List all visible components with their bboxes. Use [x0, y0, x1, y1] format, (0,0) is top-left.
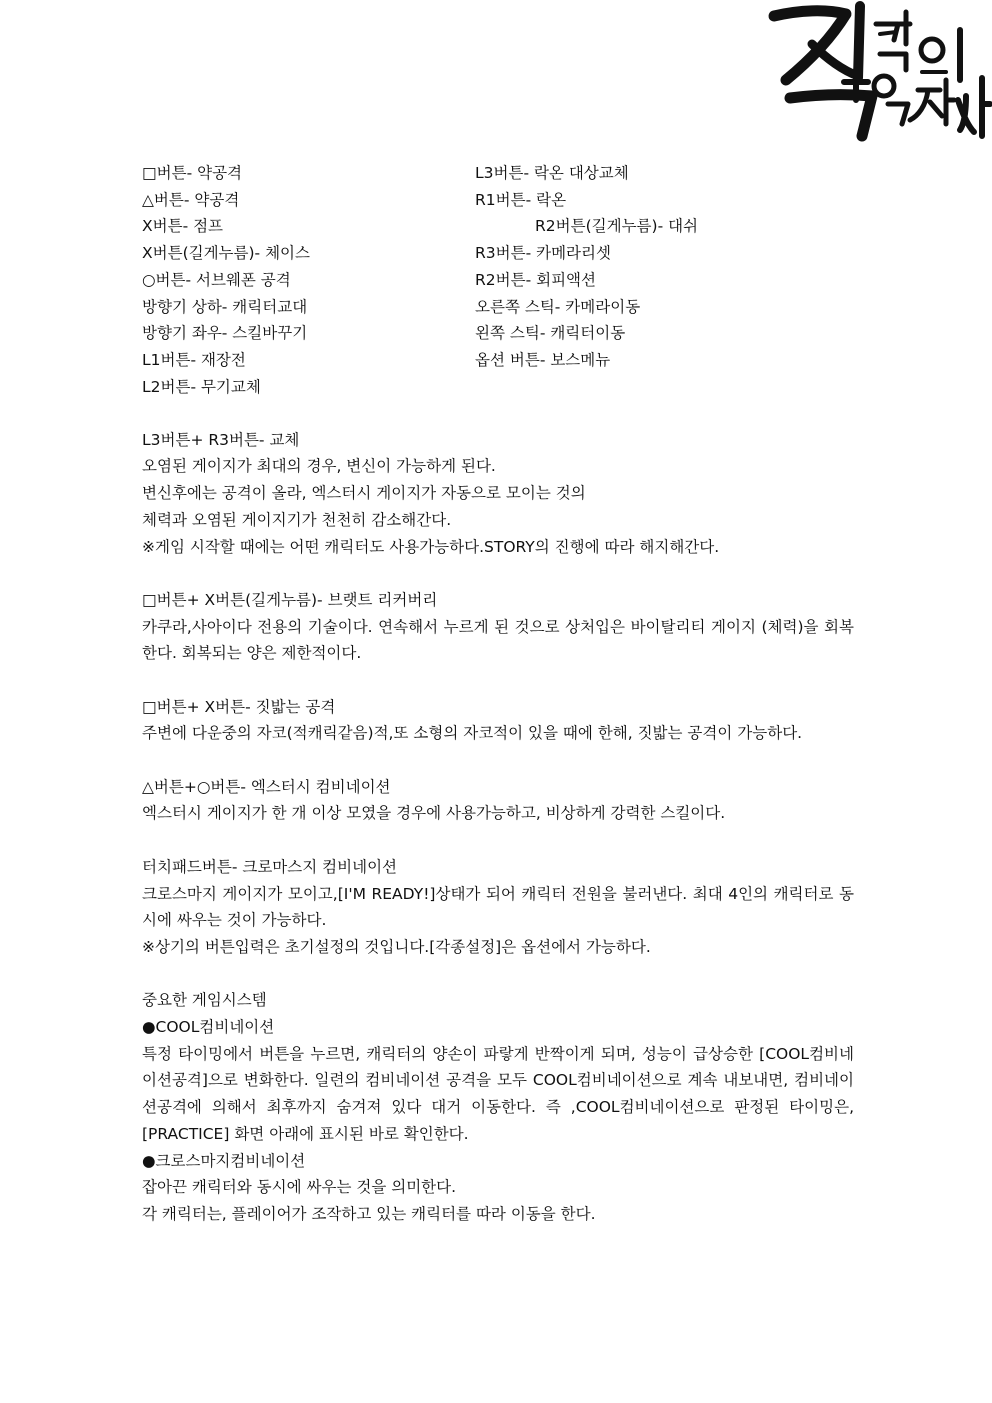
control-line: 옵션 버튼- 보스메뉴: [475, 350, 611, 369]
control-line: L1버튼- 재장전: [142, 350, 246, 369]
paragraph-line: 오염된 게이지가 최대의 경우, 변신이 가능하게 된다.: [142, 457, 496, 476]
control-line: R1버튼- 락온: [475, 190, 567, 209]
paragraph-line: 각 캐릭터는, 플레이어가 조작하고 있는 캐릭터를 따라 이동을 한다.: [142, 1205, 596, 1223]
control-line: □버튼- 약공격: [142, 164, 243, 182]
paragraph-note: ※상기의 버튼입력은 초기설정의 것입니다.[각종설정]은 옵션에서 가능하다.: [142, 937, 651, 956]
section-title: □버튼+ X버튼- 짓밟는 공격: [142, 697, 336, 716]
section-stomp-attack: [142, 694, 854, 747]
section-touchpad: [142, 854, 854, 961]
section-ecstasy-combination: [142, 774, 854, 827]
control-line: 방향기 좌우- 스킬바꾸기: [142, 324, 308, 343]
control-line: R3버튼- 카메라리셋: [475, 244, 611, 263]
paragraph-line: 잡아끈 캐릭터와 동시에 싸우는 것을 의미한다.: [142, 1178, 457, 1197]
control-line: △버튼- 약공격: [142, 190, 240, 209]
control-line: X버튼(길게누름)- 체이스: [142, 244, 310, 263]
paragraph-line: 변신후에는 공격이 올라, 엑스터시 게이지가 자동으로 모이는 것의: [142, 484, 586, 503]
paragraph: 엑스터시 게이지가 한 개 이상 모였을 경우에 사용가능하고, 비상하게 강력한 스킬이다.: [142, 804, 726, 823]
paragraph-line: 체력과 오염된 게이지기가 천천히 감소해간다.: [142, 510, 452, 529]
control-line: 오른쪽 스틱- 카메라이동: [475, 297, 641, 316]
paragraph: 주변에 다운중의 자코(적캐릭같음)적,또 소형의 자코적이 있을 때에 한해, 짓밟는 공격이 가능하다.: [142, 724, 803, 743]
section-game-system: [142, 987, 854, 1227]
document-body: [142, 160, 854, 1228]
section-title: △버튼+○버튼- 엑스터시 컴비네이션: [142, 777, 391, 796]
control-line: X버튼- 점프: [142, 217, 224, 236]
paragraph-note: ※게임 시작할 때에는 어떤 캐릭터도 사용가능하다.STORY의 진행에 따라 해지해간다.: [142, 537, 720, 556]
section-title: □버튼+ X버튼(길게누름)- 브랫트 리커버리: [142, 590, 438, 609]
paragraph: 카쿠라,사아이다 전용의 기술이다. 연속해서 누르게 된 것으로 상처입은 바이탈리티 게이지 (체력)을 회복한다. 회복되는 양은 제한적이다.: [142, 617, 854, 663]
section-transform: [142, 427, 854, 561]
section-title: L3버튼+ R3버튼- 교체: [142, 430, 300, 449]
section-blood-recovery: [142, 587, 854, 667]
control-line: ○버튼- 서브웨폰 공격: [142, 270, 291, 289]
button-controls: [142, 160, 854, 400]
paragraph: 특정 타이밍에서 버튼을 누르면, 캐릭터의 양손이 파랗게 반짝이게 되며, 성능이 급상승한 [COOL컴비네이션공격]으로 변화한다. 일련의 컴비네이션 공격을 모두 COOL컴비네이션으로 계속 내보내면, 컴비네이션공격에 의해서 최후까지 숨겨져 있다 대거 이동한다. 즉 ,COOL컴비네이션으로 판정된 타이밍은, [PRACTICE] 화면 아래에 표시된 바로 확인한다.: [142, 1044, 854, 1143]
section-title: 터치패드버튼- 크로마스지 컴비네이션: [142, 857, 398, 876]
calligraphy-logo: [760, 0, 992, 150]
section-title: 중요한 게임시스템: [142, 991, 267, 1010]
control-line: 왼쪽 스틱- 캐릭터이동: [475, 324, 626, 343]
subsection-title: ●COOL컴비네이션: [142, 1018, 275, 1037]
control-line: R2버튼- 회피액션: [475, 270, 596, 289]
subsection-title: ●크로스마지컴비네이션: [142, 1151, 306, 1170]
controls-right-column: [475, 160, 698, 374]
control-line: L3버튼- 락온 대상교체: [475, 164, 629, 182]
control-line: 방향기 상하- 캐릭터교대: [142, 297, 308, 316]
paragraph: 크로스마지 게이지가 모이고,[I'M READY!]상태가 되어 캐릭터 전원을 불러낸다. 최대 4인의 캐릭터로 동시에 싸우는 것이 가능하다.: [142, 884, 854, 930]
controls-left-column: [142, 160, 310, 400]
control-line: R2버튼(길게누름)- 대쉬: [535, 217, 699, 236]
brush-logo-icon: [760, 0, 992, 150]
control-line: L2버튼- 무기교체: [142, 377, 261, 396]
